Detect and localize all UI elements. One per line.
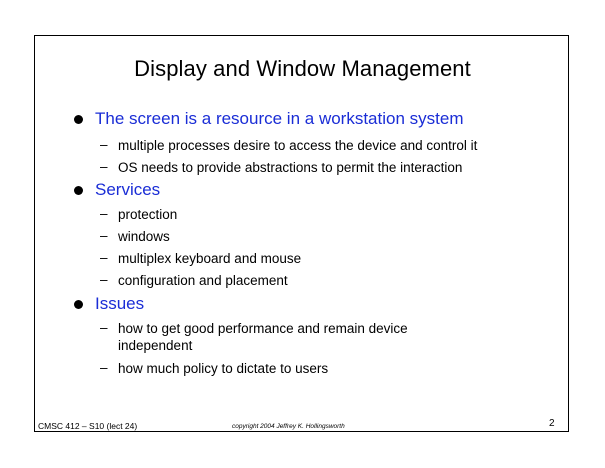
sub-item [100, 360, 498, 377]
sub-item [100, 206, 498, 223]
dash-marker: – [100, 250, 108, 265]
footer-copyright: copyright 2004 Jeffrey K. Hollingsworth [232, 423, 345, 430]
sub-item [100, 159, 498, 176]
bullet-label: The screen is a resource in a workstation system [95, 109, 464, 128]
bullet-label: Issues [95, 294, 145, 313]
dash-marker: – [100, 228, 108, 243]
dash-marker: – [100, 159, 108, 174]
sub-item-text: windows [118, 229, 170, 244]
sub-item-text: multiplex keyboard and mouse [118, 251, 302, 266]
bullet-dot-icon [74, 115, 83, 124]
sub-item [100, 250, 498, 267]
bullet-label: Services [95, 180, 161, 199]
sub-item-text: how to get good performance and remain device independent [118, 321, 408, 353]
dash-marker: – [100, 320, 108, 335]
sub-item-text: protection [118, 207, 178, 222]
dash-marker: – [100, 137, 108, 152]
dash-marker: – [100, 360, 108, 375]
dash-marker: – [100, 272, 108, 287]
bullet-screen-resource [95, 109, 463, 129]
bullet-dot-icon [74, 186, 83, 195]
sub-item [100, 320, 468, 354]
bullet-issues [95, 294, 144, 314]
sub-item-text: multiple processes desire to access the device and control it [118, 138, 478, 153]
bullet-services [95, 180, 160, 200]
bullet-dot-icon [74, 300, 83, 309]
sub-item [100, 137, 498, 154]
slide-title: Display and Window Management [134, 56, 471, 81]
sub-item-text: configuration and placement [118, 273, 288, 288]
sub-item [100, 228, 498, 245]
dash-marker: – [100, 206, 108, 221]
footer-course: CMSC 412 – S10 (lect 24) [38, 421, 138, 431]
sub-item [100, 272, 498, 289]
page-number: 2 [549, 418, 555, 429]
sub-item-text: OS needs to provide abstractions to permit the interaction [118, 160, 463, 175]
sub-item-text: how much policy to dictate to users [118, 361, 329, 376]
